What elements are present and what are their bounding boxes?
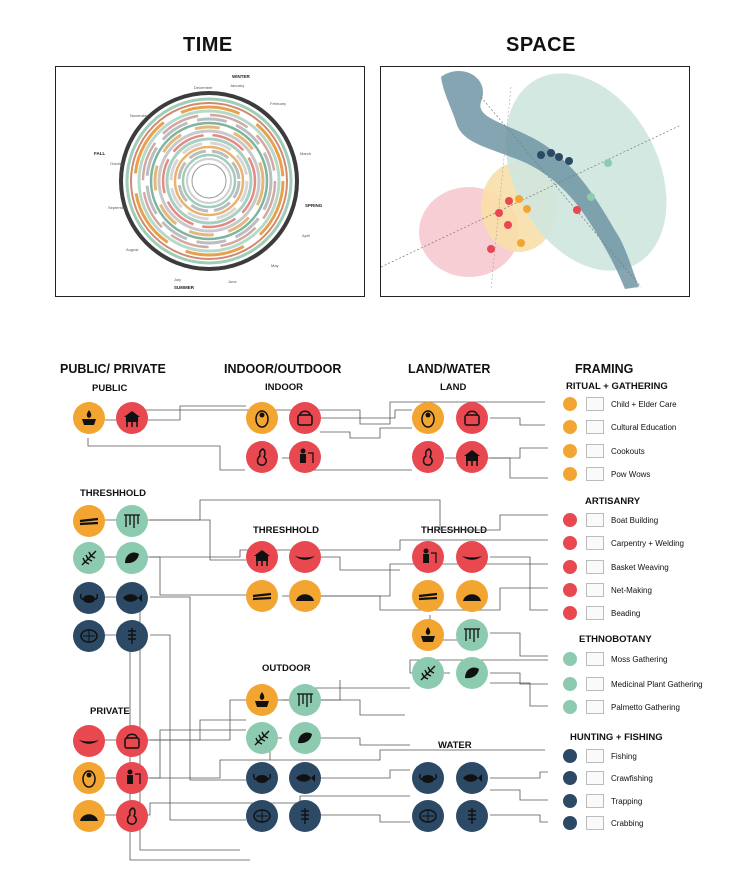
fern-icon [246,722,278,754]
logs-icon [246,580,278,612]
fish-icon [116,582,148,614]
pattern-swatch [586,677,604,691]
basket-icon [563,560,577,574]
private-subhead: PRIVATE [90,706,130,717]
canoe-icon [73,725,105,757]
trap-icon [412,800,444,832]
moss-icon [289,684,321,716]
stilt-house-icon [116,402,148,434]
stilt-house-icon [563,536,577,550]
shell-icon [563,677,577,691]
space-map [381,67,688,295]
baby-icon [246,402,278,434]
framing-item: Child + Elder Care [611,400,677,409]
mound-icon [289,580,321,612]
logs-icon [73,505,105,537]
fish-icon [563,749,577,763]
month-september: September [108,205,128,210]
threshhold-subhead-1: THRESHHOLD [80,488,146,499]
hunting-fishing-heading: HUNTING + FISHING [570,732,663,743]
land-water-heading: LAND/WATER [408,362,491,376]
net-maker-icon [289,441,321,473]
month-october: October [110,161,125,166]
gourd-icon [116,800,148,832]
pattern-swatch [586,816,604,830]
canoe-icon [289,541,321,573]
time-title: TIME [183,34,233,56]
month-june: June [228,279,237,284]
canoe-icon [563,513,577,527]
fire-bowl-icon [412,619,444,651]
month-december: December [194,85,213,90]
framing-item: Boat Building [611,516,659,525]
fire-bowl-icon [246,684,278,716]
framing-item: Crawfishing [611,774,653,783]
pattern-swatch [586,536,604,550]
pattern-swatch [586,467,604,481]
land-subhead: LAND [440,382,467,393]
framing-item: Beading [611,609,641,618]
pattern-swatch [586,513,604,527]
logs-icon [412,580,444,612]
pattern-swatch [586,749,604,763]
baby-icon [563,397,577,411]
crawfish-icon [563,771,577,785]
framing-item: Trapping [611,797,643,806]
pattern-swatch [586,560,604,574]
net-maker-icon [116,762,148,794]
basket-icon [289,402,321,434]
pattern-swatch [586,652,604,666]
canoe-icon [456,541,488,573]
crawfish-icon [289,800,321,832]
framing-item: Cultural Education [611,423,677,432]
framing-heading: FRAMING [575,362,634,376]
month-march: March [300,151,312,156]
month-february: February [270,101,287,106]
fish-icon [289,762,321,794]
threshhold-subhead-2: THRESHHOLD [253,525,319,536]
framing-item: Net-Making [611,586,652,595]
gourd-icon [563,606,577,620]
baby-icon [412,402,444,434]
stilt-house-icon [456,441,488,473]
fall-label: FALL [94,151,106,156]
framing-item: Fishing [611,752,637,761]
framing-item: Crabbing [611,819,644,828]
time-ring-chart [56,67,363,295]
crab-icon [246,762,278,794]
indoor-outdoor-heading: INDOOR/OUTDOOR [224,362,342,376]
framing-item: Pow Wows [611,470,651,479]
shell-icon [116,542,148,574]
trap-icon [563,794,577,808]
framing-item: Carpentry + Welding [611,539,684,548]
fern-icon [563,700,577,714]
mound-icon [456,580,488,612]
pattern-swatch [586,794,604,808]
fern-icon [73,542,105,574]
baby-icon [73,762,105,794]
net-maker-icon [412,541,444,573]
water-subhead: WATER [438,740,472,751]
crawfish-icon [456,800,488,832]
trap-icon [73,620,105,652]
framing-item: Basket Weaving [611,563,669,572]
pattern-swatch [586,397,604,411]
logs-icon [563,467,577,481]
winter-label: WINTER [232,74,250,79]
ethnobotany-heading: ETHNOBOTANY [579,634,652,645]
crab-icon [412,762,444,794]
mound-icon [73,800,105,832]
pattern-swatch [586,606,604,620]
trap-icon [246,800,278,832]
net-maker-icon [563,583,577,597]
mound-icon [563,420,577,434]
fern-icon [412,657,444,689]
artisanry-heading: ARTISANRY [585,496,641,507]
crab-icon [563,816,577,830]
month-may: May [271,263,279,268]
threshhold-subhead-3: THRESHHOLD [421,525,487,536]
month-january: January [230,83,245,88]
shell-icon [456,657,488,689]
summer-label: SUMMER [174,285,194,290]
moss-icon [116,505,148,537]
public-private-heading: PUBLIC/ PRIVATE [60,362,166,376]
framing-item: Palmetto Gathering [611,703,680,712]
month-november: November [130,113,149,118]
pattern-swatch [586,583,604,597]
basket-icon [456,402,488,434]
fire-bowl-icon [563,444,577,458]
ritual-gathering-heading: RITUAL + GATHERING [566,381,668,392]
space-panel [380,66,690,297]
gourd-icon [412,441,444,473]
crab-icon [73,582,105,614]
month-april: April [302,233,311,238]
fish-icon [456,762,488,794]
framing-item: Moss Gathering [611,655,668,664]
shell-icon [289,722,321,754]
gourd-icon [246,441,278,473]
moss-icon [456,619,488,651]
public-subhead: PUBLIC [92,383,128,394]
fire-bowl-icon [73,402,105,434]
month-july: July [174,277,182,282]
moss-icon [563,652,577,666]
basket-icon [116,725,148,757]
pattern-swatch [586,771,604,785]
spring-label: SPRING [305,203,323,208]
crawfish-icon [116,620,148,652]
framing-item: Medicinal Plant Gathering [611,680,703,689]
stilt-house-icon [246,541,278,573]
outdoor-subhead: OUTDOOR [262,663,311,674]
time-panel [55,66,365,297]
pattern-swatch [586,420,604,434]
space-title: SPACE [506,34,576,56]
pattern-swatch [586,700,604,714]
framing-item: Cookouts [611,447,645,456]
month-august: August [126,247,139,252]
indoor-subhead: INDOOR [265,382,303,393]
pattern-swatch [586,444,604,458]
